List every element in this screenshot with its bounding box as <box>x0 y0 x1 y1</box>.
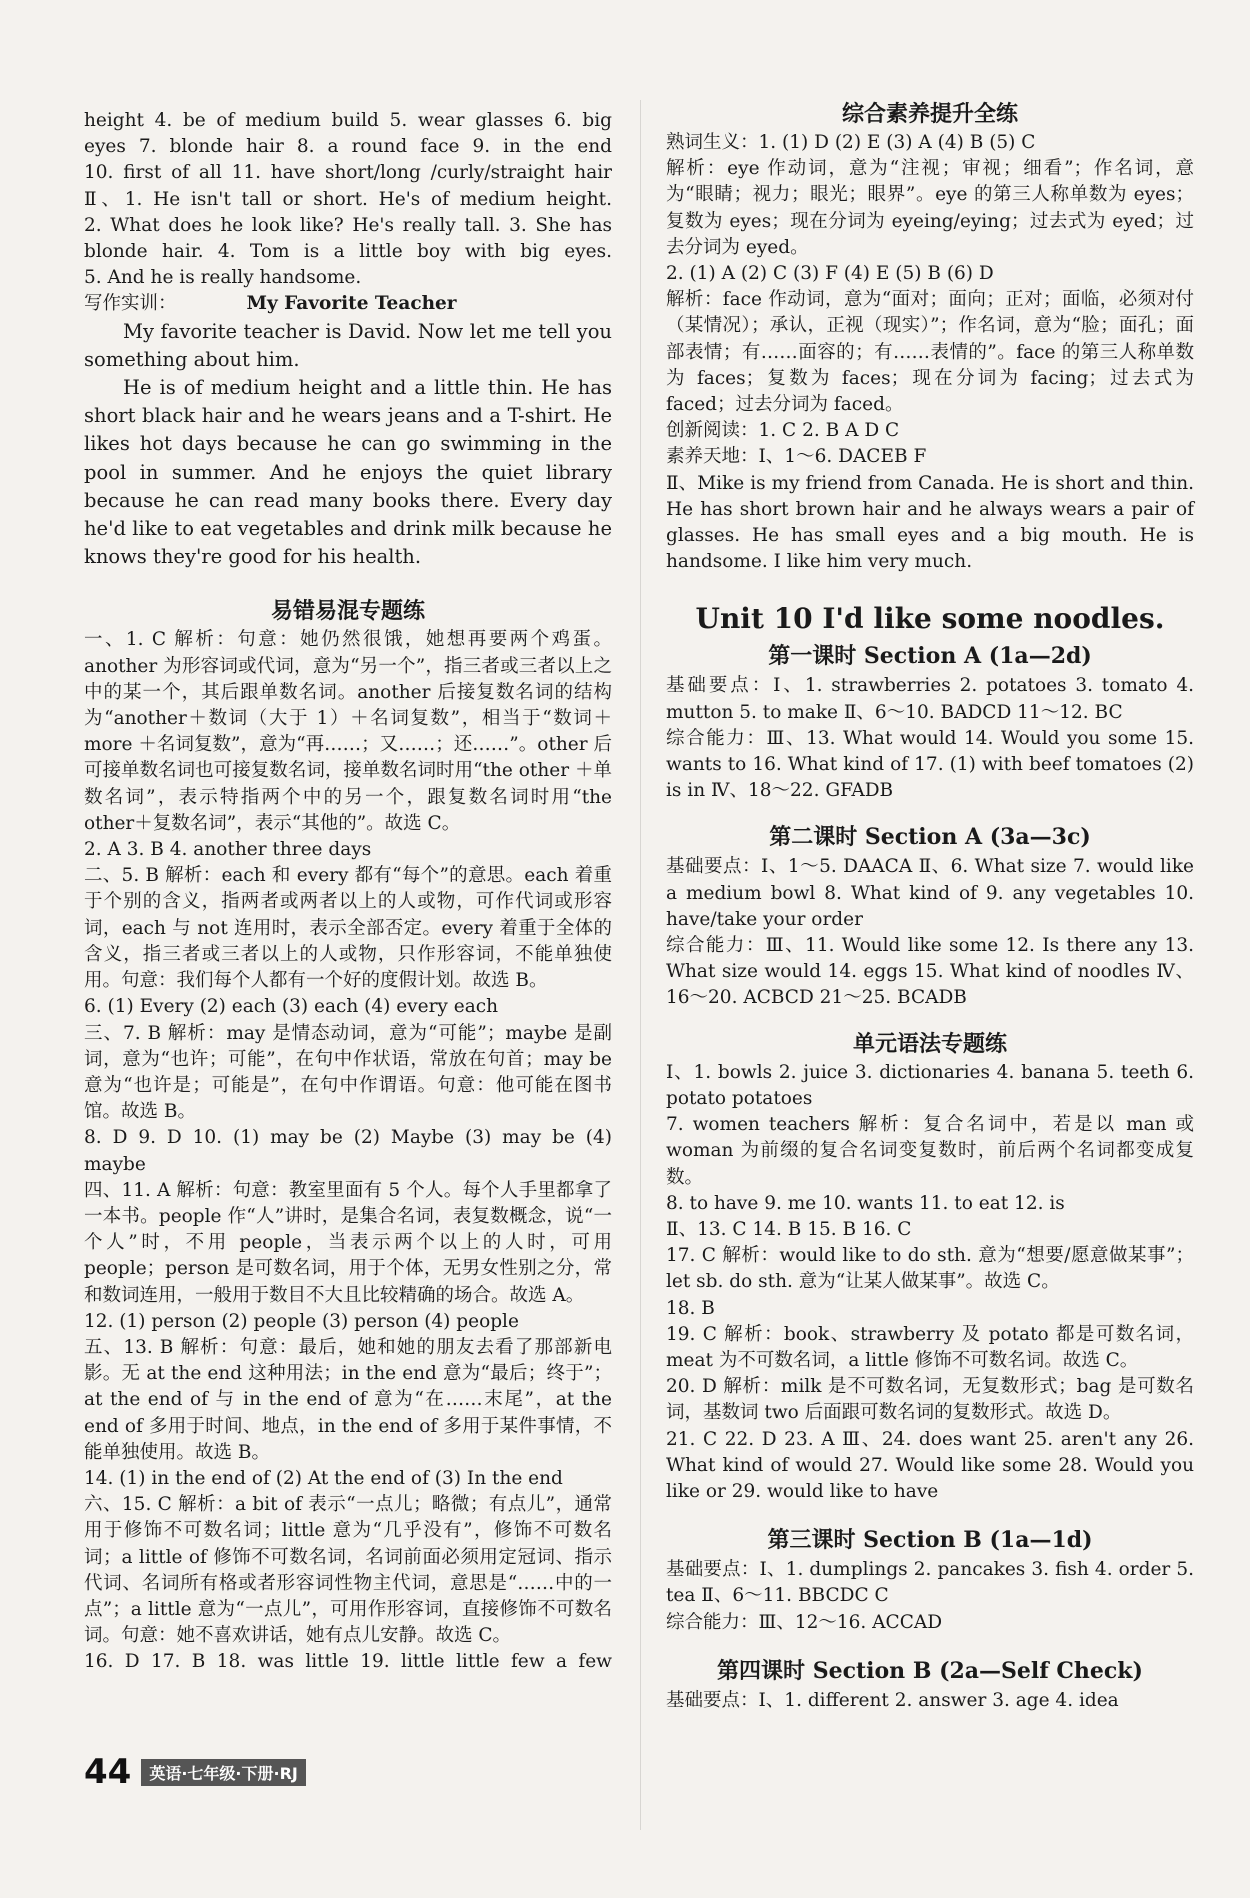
answer-paragraph: 21. C 22. D 23. A Ⅲ、24. does want 25. aren't any 26. What kind of would 27. Would like some 28. Would you like or 29. would like to have <box>666 1428 1194 1502</box>
answer-paragraph: 一、1. C 解析：句意：她仍然很饿，她想再要两个鸡蛋。another 为形容词或代词，意为“另一个”，指三者或三者以上之中的某一个，其后跟单数名词。another 后接复数名词的结构为“another＋数词（大于 1）＋名词复数”，相当于“数词＋ more ＋名词复数”，意为“再……；又……；还……”。other 后可接单数名词也可接复数名词，接单数名词时用“the other ＋单数名词”，表示特指两个中的另一个，跟复数名词时用“the other＋复数名词”，表示“其他的”。故选 C。 <box>84 629 612 834</box>
answer-paragraph: 12. (1) person (2) people (3) person (4) people <box>84 1310 519 1332</box>
essay-paragraph: My favorite teacher is David. Now let me tell you something about him. <box>84 319 612 371</box>
answer-line: 5. And he is really handsome. <box>84 267 362 289</box>
answer-paragraph: 基础要点：Ⅰ、1～5. DAACA Ⅱ、6. What size 7. would like a medium bowl 8. What kind of 9. any vegetables 10. have/take your order <box>666 856 1194 930</box>
answer-paragraph: Ⅱ、Mike is my friend from Canada. He is short and thin. He has short brown hair and he always wears a pair of glasses. He has small eyes and a big mouth. He is handsome. I like him very much. <box>666 472 1194 573</box>
answer-paragraph: 8. D 9. D 10. (1) may be (2) Maybe (3) may be (4) maybe <box>84 1127 612 1175</box>
page-footer <box>84 1752 306 1792</box>
lesson-title: 第四课时 Section B (2a—Self Check) <box>717 1657 1143 1684</box>
answer-paragraph: 熟词生义：1. (1) D (2) E (3) A (4) B (5) C <box>666 132 1036 153</box>
answer-paragraph: 六、15. C 解析：a bit of 表示“一点儿；略微；有点儿”，通常用于修饰不可数名词；little 意为“几乎没有”，修饰不可数名词；a little of 修饰不可数名词，名词前面必须用定冠词、指示代词、名词所有格或者形容词性物主代词，意思是“……中的一点”；a little 意为“一点儿”，可用作形容词，直接修饰不可数名词。句意：她不喜欢讲话，她有点儿安静。故选 C。 <box>84 1494 612 1647</box>
answer-paragraph: 基础要点：Ⅰ、1. different 2. answer 3. age 4. idea <box>666 1689 1119 1711</box>
right-column <box>666 102 1194 1714</box>
page-number: 44 <box>84 1752 132 1792</box>
answer-paragraph: 基础要点：Ⅰ、1. strawberries 2. potatoes 3. tomato 4. mutton 5. to make Ⅱ、6～10. BADCD 11～12. BC <box>666 675 1194 723</box>
essay-paragraph: He is of medium height and a little thin. He has short black hair and he wears jeans and a T-shirt. He likes hot days because he can go swimming in the pool in summer. And he enjoys the quiet library because he can read many books there. Every day he'd like to eat vegetables and drink milk because he knows they're good for his health. <box>84 376 612 569</box>
answer-paragraph: 综合能力：Ⅲ、12～16. ACCAD <box>666 1611 943 1633</box>
answer-paragraph: 解析：face 作动词，意为“面对；面向；正对；面临，必须对付（某情况）；承认，正视（现实）”；作名词，意为“脸；面孔；面部表情；有……面容的；有……表情的”。face 的第三人称单数为 faces；复数为 faces；现在分词为 facing；过去式为 faced；过去分词为 faced。 <box>666 289 1194 416</box>
answer-paragraph: 18. B <box>666 1297 715 1319</box>
answer-paragraph: 20. D 解析：milk 是不可数名词，无复数形式；bag 是可数名词，基数词 two 后面跟可数名词的复数形式。故选 D。 <box>666 1376 1194 1424</box>
answer-paragraph: Ⅰ、1. bowls 2. juice 3. dictionaries 4. banana 5. teeth 6. potato potatoes <box>666 1061 1194 1109</box>
book-label: 英语·七年级·下册·RJ <box>141 1759 306 1786</box>
lesson-title: 第三课时 Section B (1a—1d) <box>767 1527 1093 1554</box>
answer-paragraph: 8. to have 9. me 10. wants 11. to eat 12. is <box>666 1192 1065 1214</box>
section-title: 单元语法专题练 <box>852 1031 1007 1057</box>
essay-title: My Favorite Teacher <box>246 293 457 315</box>
answer-line: eyes 7. blonde hair 8. a round face 9. in the end <box>84 136 612 158</box>
answer-paragraph: 2. A 3. B 4. another three days <box>84 839 372 861</box>
answer-line: 2. What does he look like? He's really tall. 3. She has <box>84 214 612 236</box>
answer-paragraph: 16. D 17. B 18. was little 19. little little few a few <box>84 1651 612 1673</box>
section-title: 易错易混专题练 <box>270 599 425 625</box>
answer-paragraph: 综合能力：Ⅲ、13. What would 14. Would you some 15. wants to 16. What kind of 17. (1) with beef tomatoes (2) is in Ⅳ、18～22. GFADB <box>666 727 1194 802</box>
lesson-title: 第一课时 Section A (1a—2d) <box>768 643 1092 670</box>
section-title: 综合素养提升全练 <box>841 102 1018 127</box>
answer-paragraph: 解析：eye 作动词，意为“注视；审视；细看”；作名词，意为“眼睛；视力；眼光；眼界”。eye 的第三人称单数为 eyes；复数为 eyes；现在分词为 eyeing/eying；过去式为 eyed；过去分词为 eyed。 <box>666 158 1194 258</box>
answer-paragraph: 17. C 解析：would like to do sth. 意为“想要/愿意做某事”；let sb. do sth. 意为“让某人做某事”。故选 C。 <box>666 1245 1194 1293</box>
answer-paragraph: 四、11. A 解析：句意：教室里面有 5 个人。每个人手里都拿了一本书。people 作“人”讲时，是集合名词，表复数概念，说“一个人”时，不用 people，当表示两个以上的人时，可用 people；person 是可数名词，用于个体，无男女性别之分，常和数词连用，一般用于数目不大且比较精确的场合。故选 A。 <box>84 1179 612 1306</box>
unit-title: Unit 10 I'd like some noodles. <box>695 602 1165 636</box>
answer-paragraph: 7. women teachers 解析：复合名词中，若是以 man 或 woman 为前缀的复合名词变复数时，前后两个名词都变成复数。 <box>666 1114 1194 1188</box>
answer-paragraph: 19. C 解析：book、strawberry 及 potato 都是可数名词，meat 为不可数名词，a little 修饰不可数名词。故选 C。 <box>666 1323 1194 1371</box>
answer-paragraph: 二、5. B 解析：each 和 every 都有“每个”的意思。each 着重于个别的含义，指两者或两者以上的人或物，可作代词或形容词，each 与 not 连用时，表示全部否定。every 着重于全体的含义，指三者或三者以上的人或物，只作形容词，不能单独使用。句意：我们每个人都有一个好的度假计划。故选 B。 <box>84 865 612 992</box>
writing-label: 写作实训： <box>84 293 177 315</box>
lesson-title: 第二课时 Section A (3a—3c) <box>769 824 1091 851</box>
answer-line: blonde hair. 4. Tom is a little boy with big eyes. <box>84 241 612 263</box>
answer-paragraph: 6. (1) Every (2) each (3) each (4) every each <box>84 996 499 1018</box>
answer-paragraph: 三、7. B 解析：may 是情态动词，意为“可能”；maybe 是副词，意为“也许；可能”，在句中作状语，常放在句首；may be 意为“也许是；可能是”，在句中作谓语。句意：他可能在图书馆。故选 B。 <box>84 1022 612 1123</box>
answer-paragraph: 五、13. B 解析：句意：最后，她和她的朋友去看了那部新电影。无 at the end 这种用法；in the end 意为“最后；终于”；at the end of 与 in the end of 意为“在……末尾”，at the end of 多用于时间、地点，in the end of 多用于某件事情，不能单独使用。故选 B。 <box>84 1336 612 1463</box>
answer-paragraph: 素养天地：Ⅰ、1～6. DACEB F <box>666 446 927 468</box>
answer-paragraph: 2. (1) A (2) C (3) F (4) E (5) B (6) D <box>666 263 994 285</box>
answer-line: height 4. be of medium build 5. wear glasses 6. big <box>84 110 612 131</box>
answer-paragraph: 基础要点：Ⅰ、1. dumplings 2. pancakes 3. fish 4. order 5. tea Ⅱ、6～11. BBCDC C <box>666 1559 1194 1607</box>
answer-paragraph: Ⅱ、13. C 14. B 15. B 16. C <box>666 1218 912 1240</box>
answer-line: 10. first of all 11. have short/long /curly/straight hair <box>84 162 612 184</box>
answer-paragraph: 创新阅读：1. C 2. B A D C <box>666 420 900 442</box>
column-divider <box>640 100 641 1830</box>
answer-line: Ⅱ、1. He isn't tall or short. He's of medium height. <box>84 188 612 210</box>
answer-paragraph: 综合能力：Ⅲ、11. Would like some 12. Is there any 13. What size would 14. eggs 15. What kind of noodles Ⅳ、16～20. ACBCD 21～25. BCADB <box>666 935 1194 1009</box>
left-column <box>84 108 612 1676</box>
writing-heading <box>84 291 612 317</box>
answer-paragraph: 14. (1) in the end of (2) At the end of (3) In the end <box>84 1467 563 1489</box>
